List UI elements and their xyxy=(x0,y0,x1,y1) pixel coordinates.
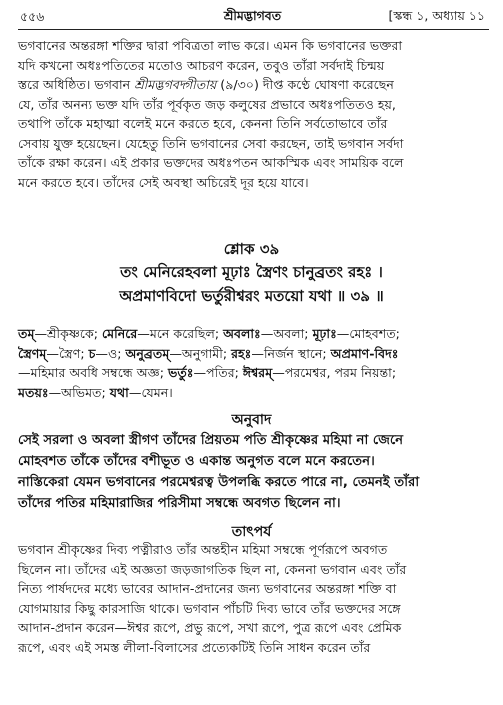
page-header xyxy=(16,6,489,28)
verse-line-1: তং মেনিরেহবলা মূঢ়াঃ স্ত্রৈণং চানুব্রতং রহঃ । xyxy=(120,263,383,281)
synonyms-block xyxy=(18,324,487,402)
translation-line: তাঁদের পতির মহিমারাজির পরিসীমা সম্বন্ধে অবগত ছিলেন না। xyxy=(18,496,341,511)
translation-heading: অনুবাদ xyxy=(231,412,272,428)
chapter-reference: [স্কন্ধ ১, অধ্যায় ১১ xyxy=(388,8,485,23)
book-title: শ্রীমদ্ভাগবত xyxy=(223,8,282,23)
purport-heading: তাৎপর্য xyxy=(231,524,272,540)
purport-text xyxy=(18,540,487,657)
verse-heading: শ্লোক ৩৯ xyxy=(223,240,280,258)
translation-text xyxy=(18,430,487,514)
intro-line: মনে করতে হবে। তাঁদের সেই অবস্থা অচিরেই দূর হয়ে যাবে। xyxy=(18,174,309,190)
synonym-line: মতয়ঃ—অভিমত; যথা—যেমন। xyxy=(18,384,173,400)
intro-line: যদি কখনো অধঃপতিতের মতোও আচরণ করেন, তবুও তাঁরা সর্বদাই চিন্ময় xyxy=(18,57,385,73)
purport-line: রূপে, এবং এই সমস্ত লীলা-বিলাসের প্রত্যেকটিই তিনি সাধন করেন তাঁর xyxy=(18,639,371,655)
purport-line: ভগবান শ্রীকৃষ্ণের দিব্য পত্নীরাও তাঁর অন্তহীন মহিমা সম্বন্ধে পূর্ণরূপে অবগত xyxy=(18,542,388,557)
intro-line: যে, তাঁর অনন্য ভক্ত যদি তাঁর পূর্বকৃত জড় কলুষের প্রভাবে অধঃপতিতও হয়, xyxy=(18,96,396,112)
intro-line: স্তরে অধিষ্ঠিত। ভগবান শ্রীমদ্ভগবদ্গীতায় (৯/৩০) দীপ্ত কণ্ঠে ঘোষণা করেছেন xyxy=(18,77,394,92)
header-divider xyxy=(18,29,489,30)
page-number: ৫৫৬ xyxy=(20,9,45,24)
intro-line: তাঁকে রক্ষা করেন। এই প্রকার ভক্তদের অধঃপতন আকস্মিক এবং সাময়িক বলে xyxy=(18,155,404,170)
purport-line: ছিলেন না। তাঁদের এই অজ্ঞতা জড়জাগতিক ছিল না, কেননা ভগবান এবং তাঁর xyxy=(18,561,407,577)
synonym-line: —মহিমার অবধি সম্বন্ধে অজ্ঞ; ভর্তুঃ—পতির; ঈশ্বরম্—পরমেশ্বর, পরম নিয়ন্তা; xyxy=(18,365,397,380)
intro-line: তথাপি তাঁকে মহাত্মা বলেই মনে করতে হবে, কেননা তিনি সর্বতোভাবে তাঁর xyxy=(18,116,388,131)
verse-line-2: অপ্রমাণবিদো ভর্তুরীশ্বরং মতয়ো যথা ॥ ৩৯ ॥ xyxy=(119,287,384,305)
synonym-line: তম্—শ্রীকৃষ্ণকে; মেনিরে—মনে করেছিল; অবলাঃ—অবলা; মূঢ়াঃ—মোহবশত; xyxy=(18,326,400,341)
translation-line: মোহবশত তাঁকে তাঁদের বশীভূত ও একান্ত অনুগত বলে মনে করতেন। xyxy=(18,454,375,469)
purport-line: যোগমায়ার কিছু কারসাজি থাকে। ভগবান পাঁচটি দিব্য ভাবে তাঁর ভক্তদের সঙ্গে xyxy=(18,600,401,616)
intro-line: ভগবানের অন্তরঙ্গা শক্তির দ্বারা পবিত্রতা লাভ করে। এমন কি ভগবানের ভক্তরা xyxy=(18,38,403,53)
purport-line: আদান-প্রদান করেন—ঈশ্বর রূপে, প্রভু রূপে, সখা রূপে, পুত্র রূপে এবং প্রেমিক xyxy=(18,620,402,635)
synonym-line: স্ত্রৈণম্—স্ত্রৈণ; চ—ও; অনুব্রতম্—অনুগামী; রহঃ—নির্জন স্থানে; অপ্রমাণ-বিদঃ xyxy=(18,345,399,361)
translation-line: সেই সরলা ও অবলা স্ত্রীগণ তাঁদের প্রিয়তম পতি শ্রীকৃষ্ণের মহিমা না জেনে xyxy=(18,433,404,448)
verse-text xyxy=(0,260,503,308)
purport-line: নিত্য পার্ষদদের মধ্যে ভাবের আদান-প্রদানের জন্য ভগবানের অন্তরঙ্গা শক্তি বা xyxy=(18,581,397,596)
intro-line: সেবায় যুক্ত হয়েছেন। যেহেতু তিনি ভগবানের সেবা করছেন, তাই ভগবান সর্বদা xyxy=(18,135,404,151)
translation-line: নাস্তিকেরা যেমন ভগবানের পরমেশ্বরত্ব উপলব্ধি করতে পারে না, তেমনই তাঁরা xyxy=(18,475,420,490)
intro-paragraph xyxy=(18,36,487,192)
